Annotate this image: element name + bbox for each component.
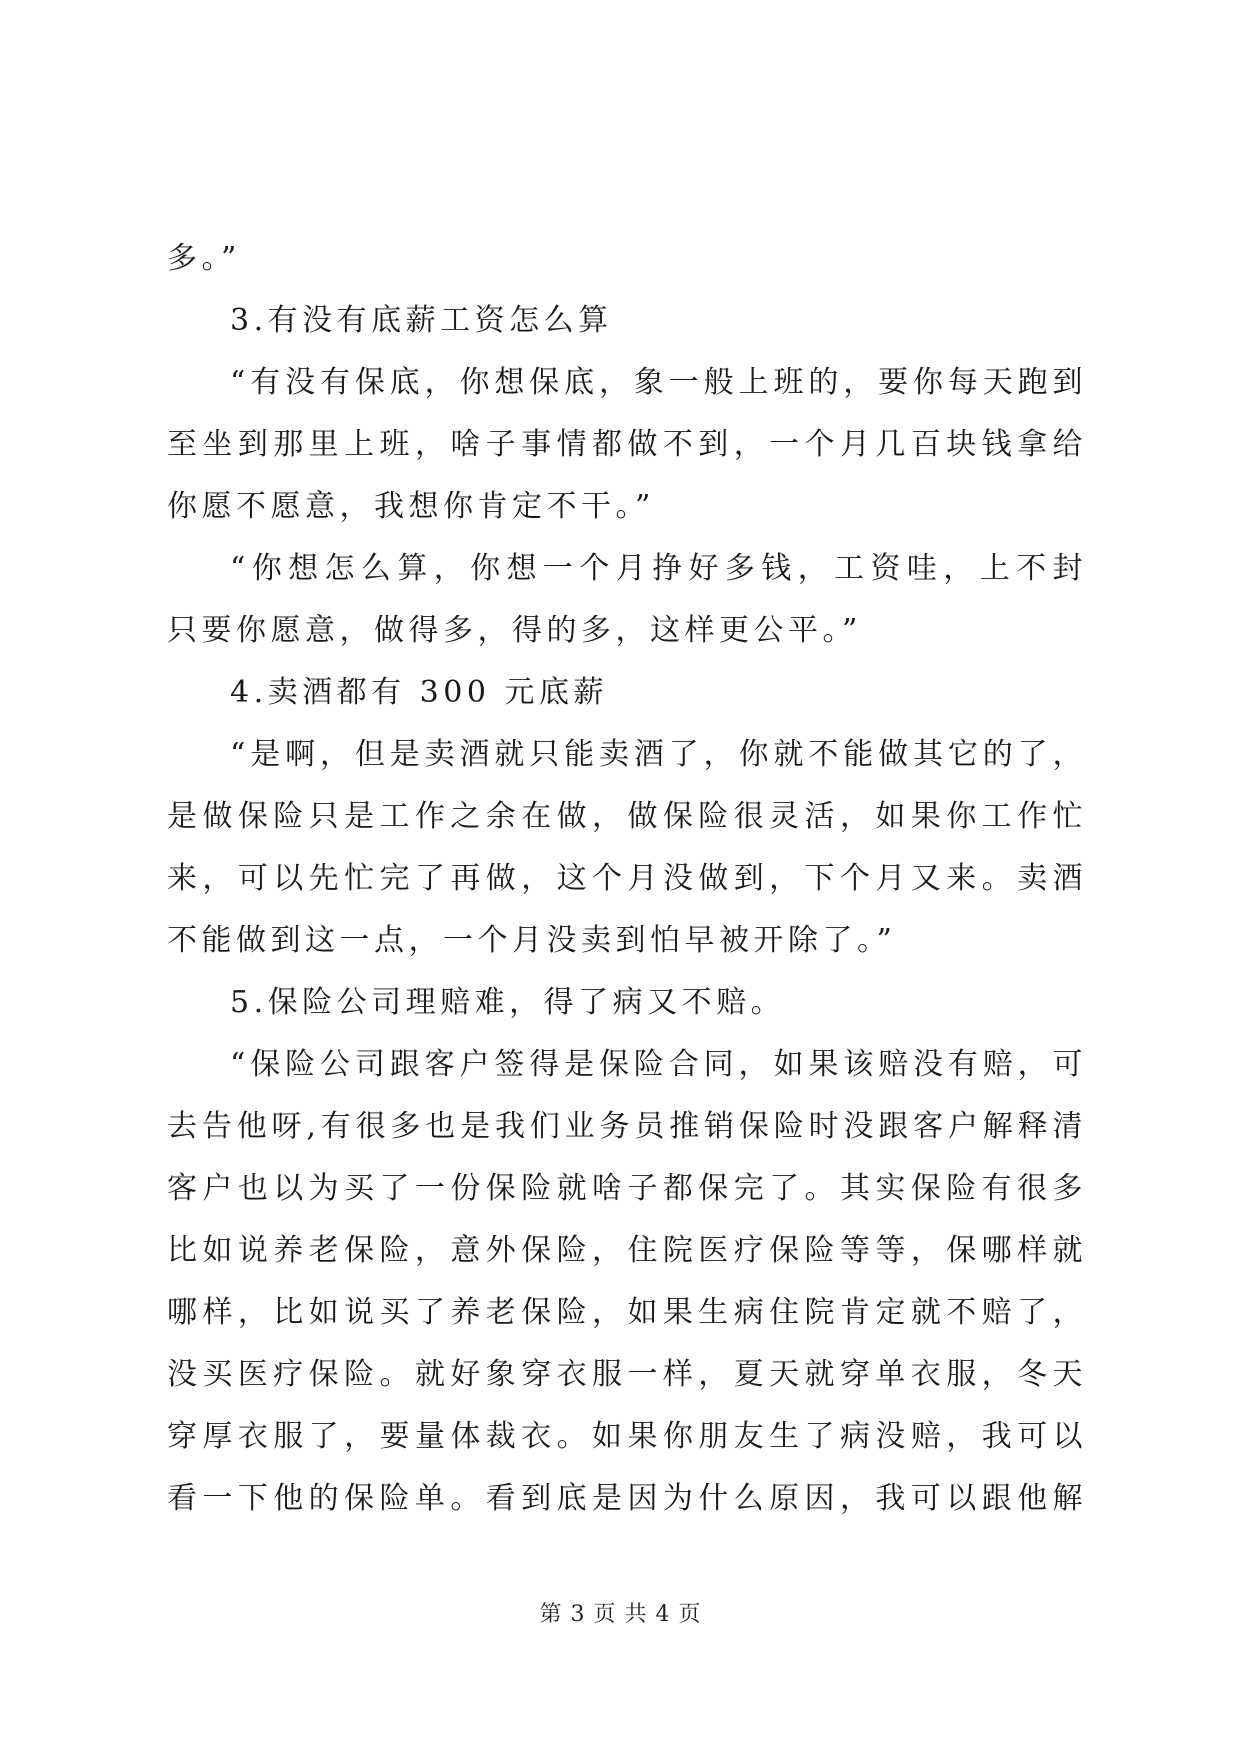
section-heading: 4.卖酒都有 300 元底薪	[230, 675, 608, 710]
text-line: 比如说养老保险，意外保险，住院医疗保险等等，保哪样就	[167, 1233, 1087, 1268]
section-heading: 5.保险公司理赔难，得了病又不赔。	[230, 985, 786, 1020]
text-line: 是做保险只是工作之余在做，做保险很灵活，如果你工作忙	[167, 799, 1087, 834]
text-line: 只要你愿意，做得多，得的多，这样更公平。”	[167, 613, 862, 648]
text-line: 没买医疗保险。就好象穿衣服一样，夏天就穿单衣服，冬天	[167, 1357, 1087, 1392]
text-line: 客户也以为买了一份保险就啥子都保完了。其实保险有很多	[167, 1171, 1087, 1206]
text-line: 你愿不愿意，我想你肯定不干。”	[167, 489, 655, 524]
section-heading: 3.有没有底薪工资怎么算	[230, 303, 613, 338]
text-line: 穿厚衣服了，要量体裁衣。如果你朋友生了病没赔，我可以	[167, 1419, 1087, 1454]
text-line: 多。”	[167, 241, 241, 276]
text-line: 不能做到这一点，一个月没卖到怕早被开除了。”	[167, 923, 897, 958]
text-line: 哪样，比如说买了养老保险，如果生病住院肯定就不赔了，	[167, 1295, 1087, 1330]
text-line: 去告他呀,有很多也是我们业务员推销保险时没跟客户解释清	[167, 1109, 1087, 1144]
text-line: “你想怎么算，你想一个月挣好多钱，工资哇，上不封	[230, 551, 1087, 586]
text-line: 看一下他的保险单。看到底是因为什么原因，我可以跟他解	[167, 1481, 1087, 1516]
text-line: 来，可以先忙完了再做，这个月没做到，下个月又来。卖酒	[167, 861, 1087, 896]
text-line: “是啊，但是卖酒就只能卖酒了，你就不能做其它的了，	[230, 737, 1087, 772]
text-line: “有没有保底，你想保底，象一般上班的，要你每天跑到	[230, 365, 1087, 400]
page-footer	[0, 1597, 1241, 1628]
document-body	[167, 228, 1087, 1530]
page-number-label: 第 3 页 共 4 页	[539, 1602, 702, 1627]
text-line: “保险公司跟客户签得是保险合同，如果该赔没有赔，可	[230, 1047, 1087, 1082]
text-line: 至坐到那里上班，啥子事情都做不到，一个月几百块钱拿给	[167, 427, 1087, 462]
